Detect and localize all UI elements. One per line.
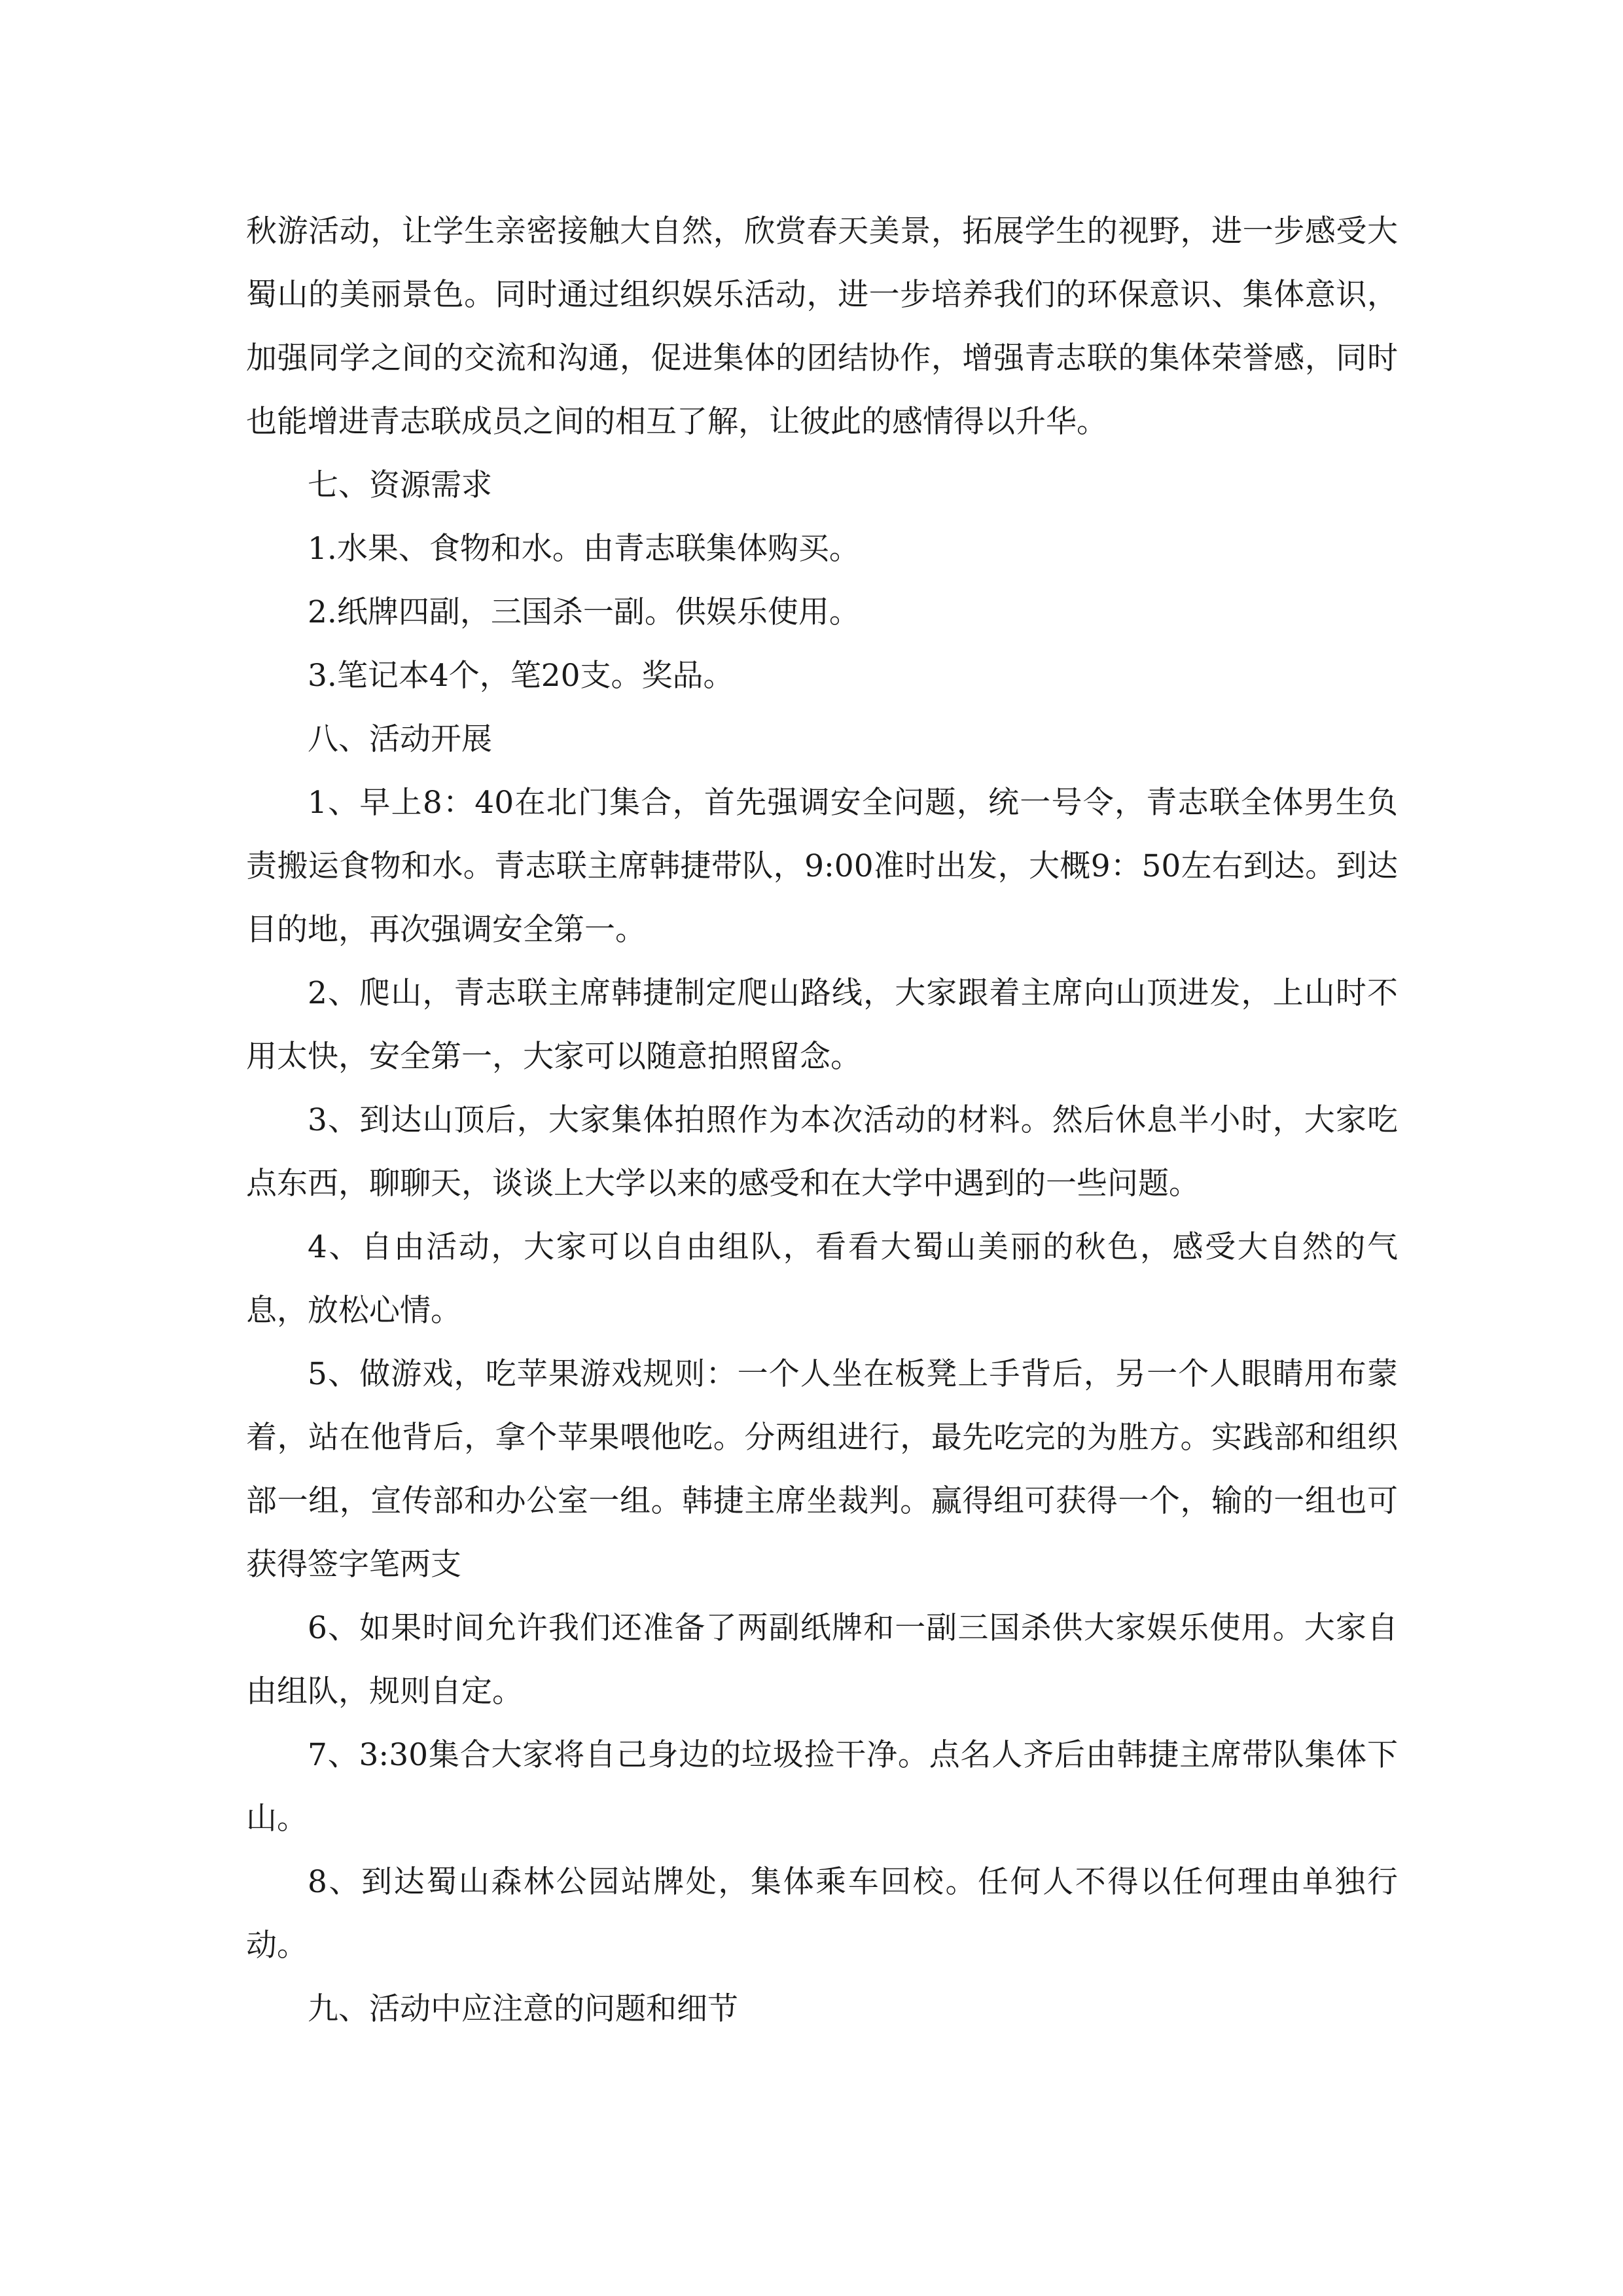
resource-item: 1.水果、食物和水。由青志联集体购买。 — [308, 531, 860, 567]
activity-step: 7、3:30集合大家将自己身边的垃圾捡干净。点名人齐后由韩捷主席带队集体下山。 — [246, 1737, 1398, 1837]
activity-step: 4、自由活动，大家可以自由组队，看看大蜀山美丽的秋色，感受大自然的气息，放松心情。 — [246, 1229, 1398, 1329]
activity-step: 8、到达蜀山森林公园站牌处，集体乘车回校。任何人不得以任何理由单独行动。 — [246, 1864, 1398, 1964]
section-heading-activities: 八、活动开展 — [308, 721, 492, 757]
paragraph-intro-continuation: 秋游活动，让学生亲密接触大自然，欣赏春天美景，拓展学生的视野，进一步感受大蜀山的美丽景色。同时通过组织娱乐活动，进一步培养我们的环保意识、集体意识，加强同学之间的交流和沟通，促进集体的团结协作，增强青志联的集体荣誉感，同时也能增进青志联成员之间的相互了解，让彼此的感情得以升华。 — [246, 213, 1398, 440]
activity-step: 6、如果时间允许我们还准备了两副纸牌和一副三国杀供大家娱乐使用。大家自由组队，规则自定。 — [246, 1610, 1398, 1710]
resource-item: 3.笔记本4个，笔20支。奖品。 — [308, 658, 734, 694]
document-body — [246, 200, 1398, 2041]
resource-item: 2.纸牌四副，三国杀一副。供娱乐使用。 — [308, 594, 860, 630]
activity-step: 5、做游戏，吃苹果游戏规则：一个人坐在板凳上手背后，另一个人眼睛用布蒙着，站在他背后，拿个苹果喂他吃。分两组进行，最先吃完的为胜方。实践部和组织部一组，宣传部和办公室一组。韩捷主席坐裁判。赢得组可获得一个，输的一组也可获得签字笔两支 — [246, 1356, 1398, 1583]
section-heading-resources: 七、资源需求 — [308, 467, 492, 503]
activity-step: 2、爬山，青志联主席韩捷制定爬山路线，大家跟着主席向山顶进发，上山时不用太快，安全第一，大家可以随意拍照留念。 — [246, 975, 1398, 1075]
activity-step: 1、早上8：40在北门集合，首先强调安全问题，统一号令，青志联全体男生负责搬运食物和水。青志联主席韩捷带队，9:00准时出发，大概9：50左右到达。到达目的地，再次强调安全第一。 — [246, 785, 1398, 948]
section-heading-notes: 九、活动中应注意的问题和细节 — [308, 1991, 738, 2027]
activity-step: 3、到达山顶后，大家集体拍照作为本次活动的材料。然后休息半小时，大家吃点东西，聊聊天，谈谈上大学以来的感受和在大学中遇到的一些问题。 — [246, 1102, 1398, 1202]
